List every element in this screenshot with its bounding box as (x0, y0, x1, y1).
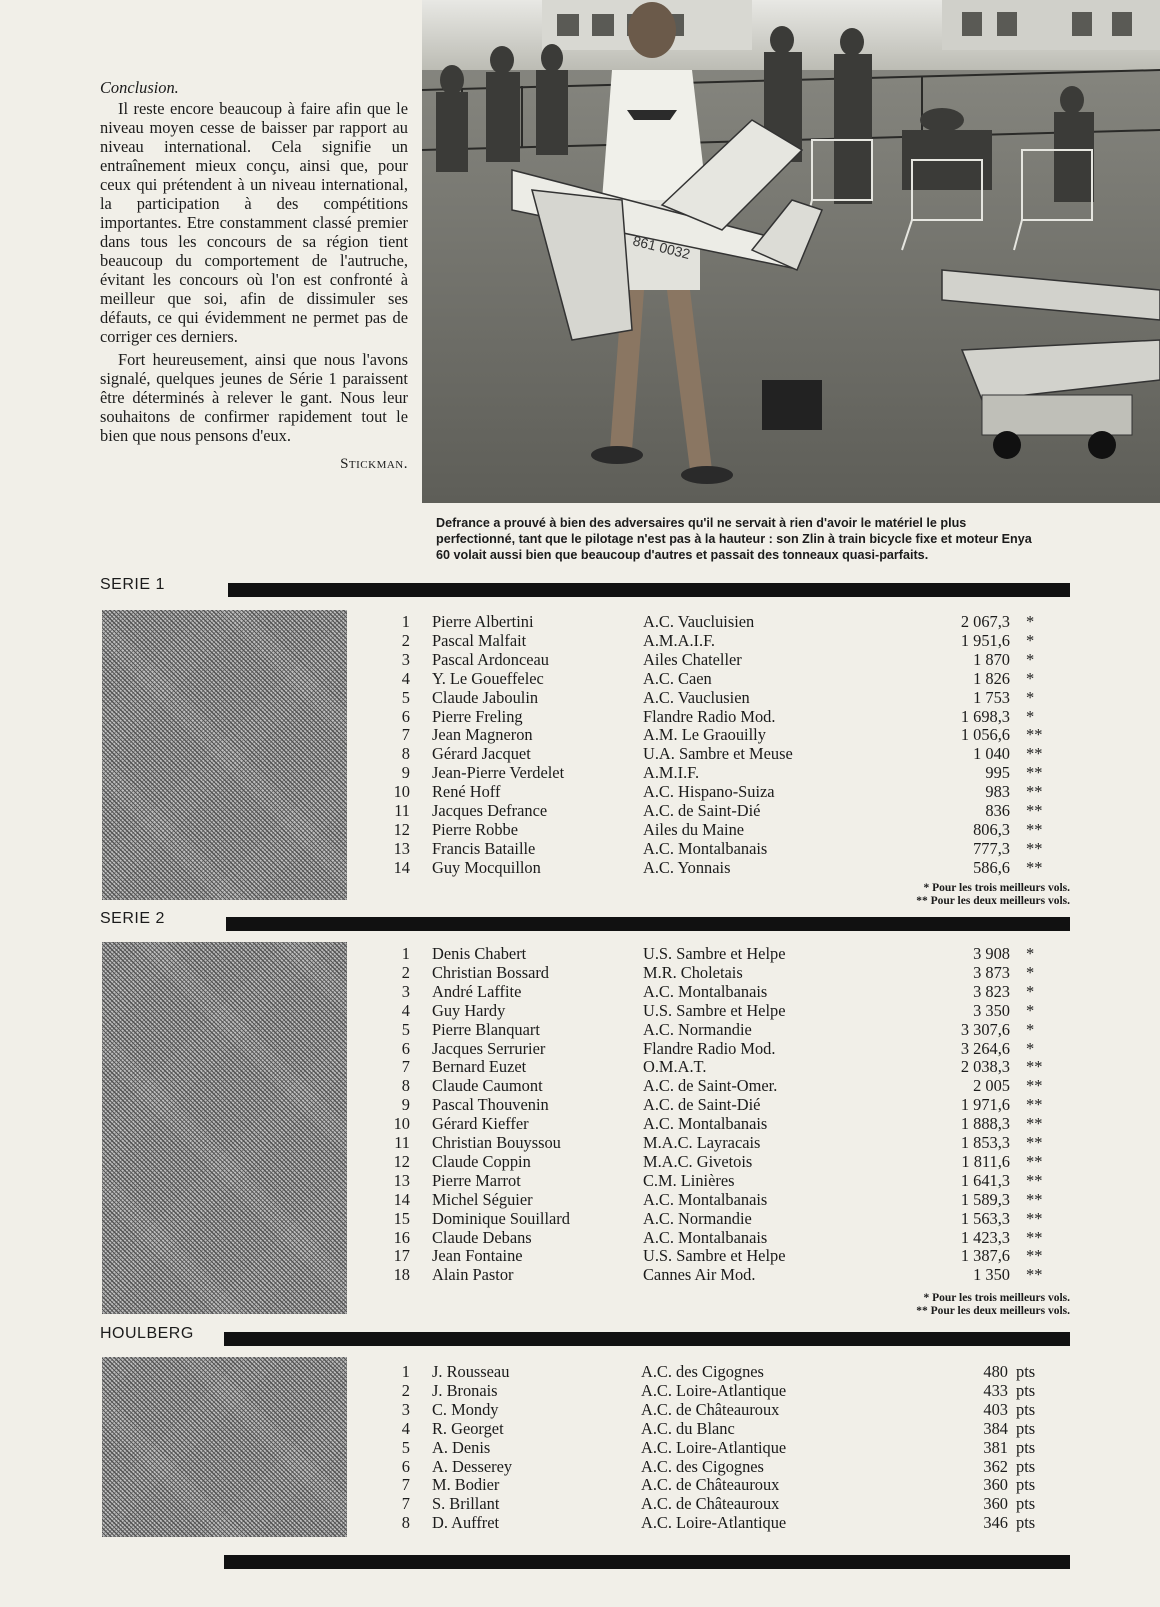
rank-cell: 9 (401, 1095, 410, 1115)
rank-cell: 8 (401, 744, 410, 764)
table-row (0, 1152, 1100, 1171)
rank-cell: 3 (401, 1399, 410, 1419)
club-cell: A.M.I.F. (643, 763, 700, 783)
name-cell: Francis Bataille (432, 838, 536, 858)
score-cell: 836 (985, 801, 1010, 820)
name-cell: Y. Le Goueffelec (432, 668, 544, 688)
club-cell: A.C. des Cigognes (641, 1362, 764, 1381)
name-cell: Guy Mocquillon (432, 857, 541, 877)
club-cell: Flandre Radio Mod. (643, 1038, 776, 1058)
photo-transmitter (762, 380, 822, 430)
name-cell: Claude Jaboulin (432, 687, 539, 707)
section-title-serie-1: SERIE 1 (100, 576, 165, 593)
table-row (0, 801, 1100, 820)
footnote-two-flights: ** Pour les deux meilleurs vols. (916, 895, 1070, 907)
table-row (0, 858, 1100, 877)
table-row (0, 725, 1100, 744)
table-row (0, 1039, 1100, 1058)
conclusion-heading: Conclusion. (100, 78, 179, 97)
score-cell: 1 971,6 (960, 1095, 1010, 1115)
table-row (0, 782, 1100, 801)
mark-cell: pts (1016, 1437, 1036, 1457)
score-cell: 1 589,3 (960, 1189, 1010, 1209)
table-row (0, 1438, 1100, 1457)
name-cell: A. Denis (432, 1437, 491, 1457)
table-row (0, 669, 1100, 688)
rank-cell: 8 (401, 1513, 410, 1533)
intro-paragraph-2: Fort heureusement, ainsi que nous l'avons signalé, quelques jeunes de Série 1 paraissent être déterminés à relever le gant. Nous leur souhaitons de confirmer rapidement tout le bien que nous pensons d'eux. (100, 350, 408, 445)
name-cell: Bernard Euzet (432, 1057, 527, 1077)
rank-cell: 12 (393, 819, 410, 839)
footnote-serie-1 (700, 882, 1070, 908)
mark-cell: ** (1026, 1151, 1043, 1171)
mark-cell: ** (1026, 1076, 1043, 1096)
table-row (0, 1419, 1100, 1438)
photo-caption: Defrance a prouvé à bien des adversaires qu'il ne servait à rien d'avoir le matériel le plus perfectionné, tant que le pilotage n'est pas à la hauteur : son Zlin à train bicycle fixe et moteur Enya 60 volait aussi bien que beaucoup d'autres et passait des tonneaux quasi-parfaits. (436, 516, 1032, 562)
name-cell: Pascal Thouvenin (432, 1095, 549, 1115)
club-cell: A.C. des Cigognes (641, 1456, 764, 1476)
club-cell: M.A.C. Givetois (643, 1151, 753, 1171)
mark-cell: * (1026, 1038, 1035, 1058)
mark-cell: ** (1026, 725, 1043, 745)
score-cell: 3 264,6 (960, 1038, 1010, 1058)
mark-cell: * (1026, 668, 1035, 688)
rank-cell: 3 (401, 649, 410, 669)
rank-cell: 9 (401, 763, 410, 783)
score-cell: 995 (985, 763, 1010, 783)
club-cell: A.C. de Châteauroux (641, 1399, 780, 1419)
name-cell: Pierre Blanquart (432, 1019, 540, 1039)
mark-cell: ** (1026, 838, 1043, 858)
club-cell: A.C. Normandie (643, 1019, 752, 1039)
mark-cell: ** (1026, 782, 1043, 802)
score-cell: 1 951,6 (960, 630, 1010, 650)
rank-cell: 5 (401, 1437, 410, 1457)
rank-cell: 6 (401, 706, 410, 726)
club-cell: U.S. Sambre et Helpe (643, 1000, 786, 1020)
section-bar-serie-1 (228, 583, 1070, 597)
table-row (0, 707, 1100, 726)
score-cell: 2 038,3 (960, 1057, 1010, 1077)
mark-cell: pts (1016, 1418, 1036, 1438)
name-cell: Claude Coppin (432, 1151, 531, 1171)
rank-cell: 12 (393, 1151, 410, 1171)
score-cell: 1 423,3 (960, 1227, 1010, 1247)
mark-cell: * (1026, 649, 1035, 669)
section-title-serie-2: SERIE 2 (100, 910, 165, 927)
mark-cell: * (1026, 962, 1035, 982)
name-cell: Dominique Souillard (432, 1208, 570, 1228)
table-row (0, 839, 1100, 858)
score-cell: 1 888,3 (960, 1114, 1010, 1134)
score-cell: 3 873 (973, 962, 1010, 982)
club-cell: A.C. Montalbanais (643, 1189, 768, 1209)
score-cell: 1 040 (973, 744, 1010, 764)
table-row (0, 1020, 1100, 1039)
rank-cell: 14 (393, 857, 410, 877)
name-cell: Pierre Freling (432, 706, 523, 726)
name-cell: Pierre Marrot (432, 1170, 521, 1190)
score-cell: 433 (983, 1380, 1008, 1400)
name-cell: Jean Fontaine (432, 1246, 523, 1266)
mark-cell: ** (1026, 1057, 1043, 1077)
score-cell: 3 908 (973, 944, 1010, 963)
club-cell: A.C. de Châteauroux (641, 1475, 780, 1495)
footnote-three-flights: * Pour les trois meilleurs vols. (923, 1292, 1070, 1304)
mark-cell: ** (1026, 801, 1043, 820)
rank-cell: 4 (401, 1000, 410, 1020)
table-row (0, 1475, 1100, 1494)
club-cell: Ailes Chateller (643, 649, 742, 669)
mark-cell: pts (1016, 1399, 1036, 1419)
name-cell: D. Auffret (432, 1513, 500, 1533)
table-row (0, 1381, 1100, 1400)
club-cell: Ailes du Maine (643, 819, 745, 839)
club-cell: A.C. Loire-Atlantique (641, 1437, 787, 1457)
rank-cell: 10 (393, 1114, 410, 1134)
score-cell: 346 (983, 1513, 1008, 1533)
score-cell: 360 (983, 1475, 1008, 1495)
club-cell: C.M. Linières (643, 1170, 735, 1190)
rank-cell: 2 (401, 630, 410, 650)
rank-cell: 1 (401, 944, 410, 963)
table-row (0, 1513, 1100, 1532)
section-bar-serie-2 (226, 917, 1070, 931)
club-cell: A.C. Loire-Atlantique (641, 1513, 787, 1533)
name-cell: Jean Magneron (432, 725, 533, 745)
rank-cell: 7 (401, 1475, 410, 1495)
club-cell: Flandre Radio Mod. (643, 706, 776, 726)
rank-cell: 15 (393, 1208, 410, 1228)
rank-cell: 17 (393, 1246, 410, 1266)
section-title-houlberg: HOULBERG (100, 1325, 194, 1342)
footnote-serie-2 (700, 1292, 1070, 1318)
table-row (0, 982, 1100, 1001)
score-cell: 1 753 (973, 687, 1010, 707)
table-row (0, 1076, 1100, 1095)
rank-cell: 6 (401, 1038, 410, 1058)
name-cell: M. Bodier (432, 1475, 500, 1495)
table-row (0, 944, 1100, 963)
mark-cell: ** (1026, 1133, 1043, 1152)
mark-cell: * (1026, 981, 1035, 1001)
club-cell: M.R. Choletais (643, 962, 743, 982)
club-cell: A.C. Montalbanais (643, 981, 768, 1001)
club-cell: Cannes Air Mod. (643, 1265, 756, 1285)
name-cell: S. Brillant (432, 1494, 500, 1514)
table-row (0, 1400, 1100, 1419)
name-cell: Jacques Serrurier (432, 1038, 546, 1058)
rank-cell: 2 (401, 962, 410, 982)
mark-cell: ** (1026, 1189, 1043, 1209)
name-cell: Christian Bouyssou (432, 1133, 561, 1152)
intro-article (100, 78, 408, 474)
name-cell: J. Bronais (432, 1380, 498, 1400)
rank-cell: 13 (393, 1170, 410, 1190)
table-row (0, 1114, 1100, 1133)
name-cell: René Hoff (432, 782, 501, 802)
name-cell: Michel Séguier (432, 1189, 533, 1209)
name-cell: Pierre Albertini (432, 612, 534, 631)
table-row (0, 1209, 1100, 1228)
club-cell: A.M. Le Graouilly (643, 725, 766, 745)
score-cell: 777,3 (973, 838, 1010, 858)
rank-cell: 7 (401, 725, 410, 745)
mark-cell: * (1026, 944, 1035, 963)
mark-cell: ** (1026, 1170, 1043, 1190)
mark-cell: pts (1016, 1494, 1036, 1514)
club-cell: A.C. Caen (643, 668, 712, 688)
name-cell: Christian Bossard (432, 962, 550, 982)
table-row (0, 820, 1100, 839)
club-cell: A.C. de Saint-Dié (643, 1095, 761, 1115)
mark-cell: ** (1026, 1227, 1043, 1247)
table-row (0, 1494, 1100, 1513)
club-cell: A.C. Normandie (643, 1208, 752, 1228)
score-cell: 360 (983, 1494, 1008, 1514)
rank-cell: 5 (401, 1019, 410, 1039)
club-cell: O.M.A.T. (643, 1057, 707, 1077)
score-cell: 403 (983, 1399, 1008, 1419)
author-signature: Stickman. (340, 456, 408, 472)
score-cell: 1 826 (973, 668, 1010, 688)
score-cell: 381 (983, 1437, 1008, 1457)
table-row (0, 1228, 1100, 1247)
rank-cell: 1 (401, 612, 410, 631)
photo (422, 0, 1160, 503)
score-cell: 362 (983, 1456, 1008, 1476)
mark-cell: pts (1016, 1380, 1036, 1400)
table-row (0, 1171, 1100, 1190)
table-row (0, 963, 1100, 982)
name-cell: R. Georget (432, 1418, 504, 1438)
name-cell: Pierre Robbe (432, 819, 519, 839)
mark-cell: * (1026, 687, 1035, 707)
mark-cell: ** (1026, 1114, 1043, 1134)
rank-cell: 3 (401, 981, 410, 1001)
score-cell: 480 (983, 1362, 1008, 1381)
club-cell: A.C. Hispano-Suiza (643, 782, 775, 802)
table-row (0, 763, 1100, 782)
mark-cell: ** (1026, 857, 1043, 877)
rank-cell: 2 (401, 1380, 410, 1400)
rank-cell: 10 (393, 782, 410, 802)
mark-cell: ** (1026, 1095, 1043, 1115)
name-cell: Claude Debans (432, 1227, 532, 1247)
mark-cell: pts (1016, 1513, 1036, 1533)
club-cell: A.C. de Châteauroux (641, 1494, 780, 1514)
rank-cell: 7 (401, 1494, 410, 1514)
name-cell: Denis Chabert (432, 944, 527, 963)
score-cell: 1 811,6 (961, 1151, 1010, 1171)
rank-cell: 11 (394, 1133, 410, 1152)
rank-cell: 18 (393, 1265, 410, 1285)
table-row (0, 631, 1100, 650)
score-cell: 1 563,3 (960, 1208, 1010, 1228)
name-cell: Claude Caumont (432, 1076, 543, 1096)
score-cell: 3 823 (973, 981, 1010, 1001)
score-cell: 1 350 (973, 1265, 1010, 1285)
rank-cell: 13 (393, 838, 410, 858)
table-row (0, 1457, 1100, 1476)
club-cell: A.C. Montalbanais (643, 838, 768, 858)
score-cell: 2 005 (973, 1076, 1010, 1096)
table-row (0, 1057, 1100, 1076)
mark-cell: ** (1026, 1265, 1043, 1285)
score-cell: 3 350 (973, 1000, 1010, 1020)
bottom-rule (224, 1555, 1070, 1569)
club-cell: M.A.C. Layracais (643, 1133, 761, 1152)
score-cell: 586,6 (973, 857, 1010, 877)
club-cell: A.C. Vaucluisien (643, 612, 755, 631)
name-cell: C. Mondy (432, 1399, 499, 1419)
table-row (0, 1133, 1100, 1152)
table-row (0, 688, 1100, 707)
score-cell: 3 307,6 (960, 1019, 1010, 1039)
rank-cell: 4 (401, 1418, 410, 1438)
mark-cell: pts (1016, 1362, 1036, 1381)
name-cell: Jean-Pierre Verdelet (432, 763, 565, 783)
score-cell: 806,3 (973, 819, 1010, 839)
mark-cell: pts (1016, 1456, 1036, 1476)
score-cell: 1 056,6 (960, 725, 1010, 745)
name-cell: Guy Hardy (432, 1000, 506, 1020)
club-cell: A.C. Vauclusien (643, 687, 750, 707)
name-cell: A. Desserey (432, 1456, 513, 1476)
rank-cell: 8 (401, 1076, 410, 1096)
table-row (0, 1001, 1100, 1020)
rank-cell: 16 (393, 1227, 410, 1247)
mark-cell: * (1026, 630, 1035, 650)
score-cell: 1 853,3 (960, 1133, 1010, 1152)
club-cell: A.C. Montalbanais (643, 1114, 768, 1134)
section-bar-houlberg (224, 1332, 1070, 1346)
rank-cell: 5 (401, 687, 410, 707)
mark-cell: ** (1026, 1246, 1043, 1266)
table-row (0, 1246, 1100, 1265)
table-row (0, 744, 1100, 763)
rank-cell: 6 (401, 1456, 410, 1476)
rank-cell: 14 (393, 1189, 410, 1209)
intro-paragraph-1: Il reste encore beaucoup à faire afin que le niveau moyen cesse de baisser par rapport au niveau international. Cela signifie un entraînement mieux conçu, ainsi que, pour ceux qui prétendent à un niveau international, la participation à des compétitions importantes. Etre constamment classé premier dans tous les concours de sa région tient beaucoup du comportement de l'autruche, évitant les concours où l'on est confronté à meilleur que soi, afin de dissimuler ses défauts, ce qui évidemment ne permet pas de corriger ces derniers. (100, 99, 408, 346)
score-cell: 983 (985, 782, 1010, 802)
score-cell: 384 (983, 1418, 1008, 1438)
club-cell: A.C. de Saint-Omer. (643, 1076, 778, 1096)
plane-registration: 861 0032 (631, 232, 692, 263)
score-cell: 1 870 (973, 649, 1010, 669)
name-cell: J. Rousseau (432, 1362, 510, 1381)
name-cell: Gérard Jacquet (432, 744, 531, 764)
score-cell: 1 387,6 (960, 1246, 1010, 1266)
footnote-three-flights: * Pour les trois meilleurs vols. (923, 882, 1070, 894)
club-cell: A.C. Yonnais (643, 857, 731, 877)
mark-cell: ** (1026, 763, 1043, 783)
club-cell: U.A. Sambre et Meuse (643, 744, 793, 764)
rank-cell: 11 (394, 801, 410, 820)
club-cell: A.C. Loire-Atlantique (641, 1380, 787, 1400)
mark-cell: * (1026, 706, 1035, 726)
club-cell: A.C. de Saint-Dié (643, 801, 761, 820)
table-row (0, 1095, 1100, 1114)
table-row (0, 1362, 1100, 1381)
table-row (0, 1265, 1100, 1284)
table-row (0, 1190, 1100, 1209)
name-cell: Jacques Defrance (432, 801, 548, 820)
club-cell: U.S. Sambre et Helpe (643, 1246, 786, 1266)
table-row (0, 612, 1100, 631)
rank-cell: 4 (401, 668, 410, 688)
name-cell: Gérard Kieffer (432, 1114, 529, 1134)
name-cell: André Laffite (432, 981, 522, 1001)
table-row (0, 650, 1100, 669)
photo-illustration (422, 0, 1160, 503)
mark-cell: ** (1026, 819, 1043, 839)
club-cell: U.S. Sambre et Helpe (643, 944, 786, 963)
mark-cell: * (1026, 612, 1035, 631)
score-cell: 2 067,3 (960, 612, 1010, 631)
club-cell: A.M.A.I.F. (643, 630, 715, 650)
name-cell: Pascal Ardonceau (432, 649, 549, 669)
mark-cell: * (1026, 1019, 1035, 1039)
club-cell: A.C. Montalbanais (643, 1227, 768, 1247)
name-cell: Alain Pastor (432, 1265, 514, 1285)
score-cell: 1 641,3 (960, 1170, 1010, 1190)
rank-cell: 1 (401, 1362, 410, 1381)
score-cell: 1 698,3 (960, 706, 1010, 726)
mark-cell: ** (1026, 1208, 1043, 1228)
mark-cell: ** (1026, 744, 1043, 764)
mark-cell: * (1026, 1000, 1035, 1020)
name-cell: Pascal Malfait (432, 630, 527, 650)
club-cell: A.C. du Blanc (641, 1418, 735, 1438)
rank-cell: 7 (401, 1057, 410, 1077)
mark-cell: pts (1016, 1475, 1036, 1495)
footnote-two-flights: ** Pour les deux meilleurs vols. (916, 1305, 1070, 1317)
